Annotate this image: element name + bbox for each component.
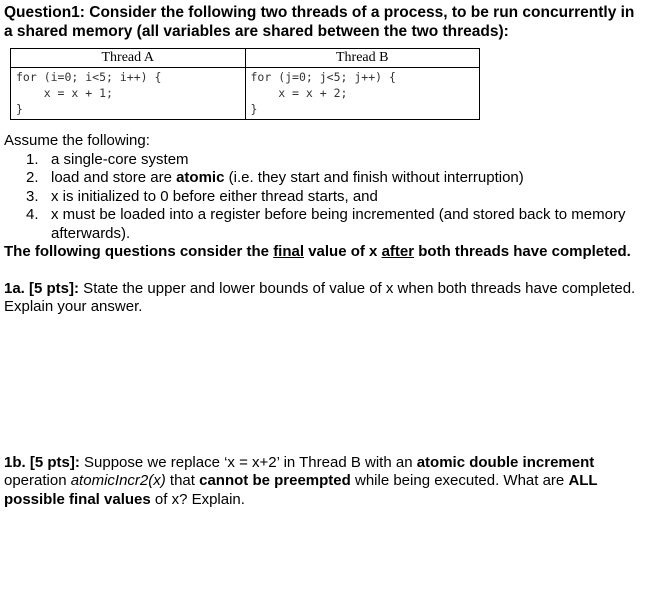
assumption-text: x is initialized to 0 before either thread starts, and (51, 187, 378, 205)
assumption-item (4, 169, 644, 188)
final-note-text: both threads have completed. (414, 243, 631, 260)
assumption-item (4, 206, 644, 243)
thread-b-code-line: x = x + 2; (250, 86, 348, 100)
final-note-text: value of x (304, 243, 382, 260)
assumption-bold-text: atomic (176, 169, 225, 186)
question-1a (4, 280, 644, 317)
assumption-item (4, 188, 644, 207)
final-note-underline: final (273, 243, 305, 260)
assumption-text: (i.e. they start and finish without interruption) (224, 169, 524, 186)
list-number: 1. (26, 150, 39, 168)
final-note-text: The following questions consider the (4, 243, 274, 260)
thread-a-code (11, 68, 246, 120)
question-1b-bold: atomic double increment (416, 453, 595, 471)
assumptions-list (4, 151, 644, 244)
question-1b-text: that (165, 472, 200, 489)
thread-a-code-line: for (i=0; i<5; i++) { (16, 70, 162, 84)
list-number: 3. (26, 187, 39, 205)
question-1b-bold: ALL possible final values (4, 472, 598, 508)
final-value-note (4, 243, 644, 262)
assumption-item (4, 151, 644, 170)
threads-table-code-row (11, 68, 480, 120)
thread-a-code-line: x = x + 1; (16, 86, 113, 100)
question-1a-text: State the upper and lower bounds of value of x when both threads have completed. Explain your answer. (4, 279, 636, 315)
question-1b-text: Suppose we replace ‘x = x+2’ in Thread B with an (79, 453, 417, 471)
thread-b-code-line: for (j=0; j<5; j++) { (250, 70, 396, 84)
list-number: 2. (26, 169, 39, 186)
assumption-text: a single-core system (51, 150, 189, 168)
question-1b-label: 1b. [5 pts]: (4, 453, 80, 471)
list-number: 4. (26, 206, 39, 223)
thread-a-header: Thread A (11, 49, 246, 68)
question-title: Question1: Consider the following two threads of a process, to be run concurrently in a shared memory (all variables are shared between the two threads): (4, 4, 635, 40)
thread-b-code (245, 68, 480, 120)
thread-a-code-line: } (16, 102, 23, 116)
document-page (4, 4, 644, 509)
thread-b-code-line: } (250, 102, 258, 116)
thread-b-header: Thread B (245, 49, 480, 68)
question-1b-text: while being executed. What are (350, 472, 569, 489)
assumptions-intro: Assume the following: (4, 132, 150, 149)
question-1b-text: of x? Explain. (150, 490, 245, 508)
assumption-text: x must be loaded into a register before being incremented (and stored back to memory afterwards). (51, 206, 626, 242)
assumptions-section (4, 132, 644, 243)
question-1a-label: 1a. [5 pts]: (4, 279, 80, 297)
question-1b-bold: cannot be preempted (199, 472, 351, 489)
question-1b-text: operation (4, 472, 71, 489)
assumption-text: load and store are (51, 169, 177, 186)
question-1b-italic: atomicIncr2(x) (70, 472, 166, 489)
threads-table-header-row (11, 49, 480, 68)
final-note-underline: after (381, 243, 415, 260)
question-1b (4, 454, 644, 510)
threads-table (10, 48, 480, 120)
